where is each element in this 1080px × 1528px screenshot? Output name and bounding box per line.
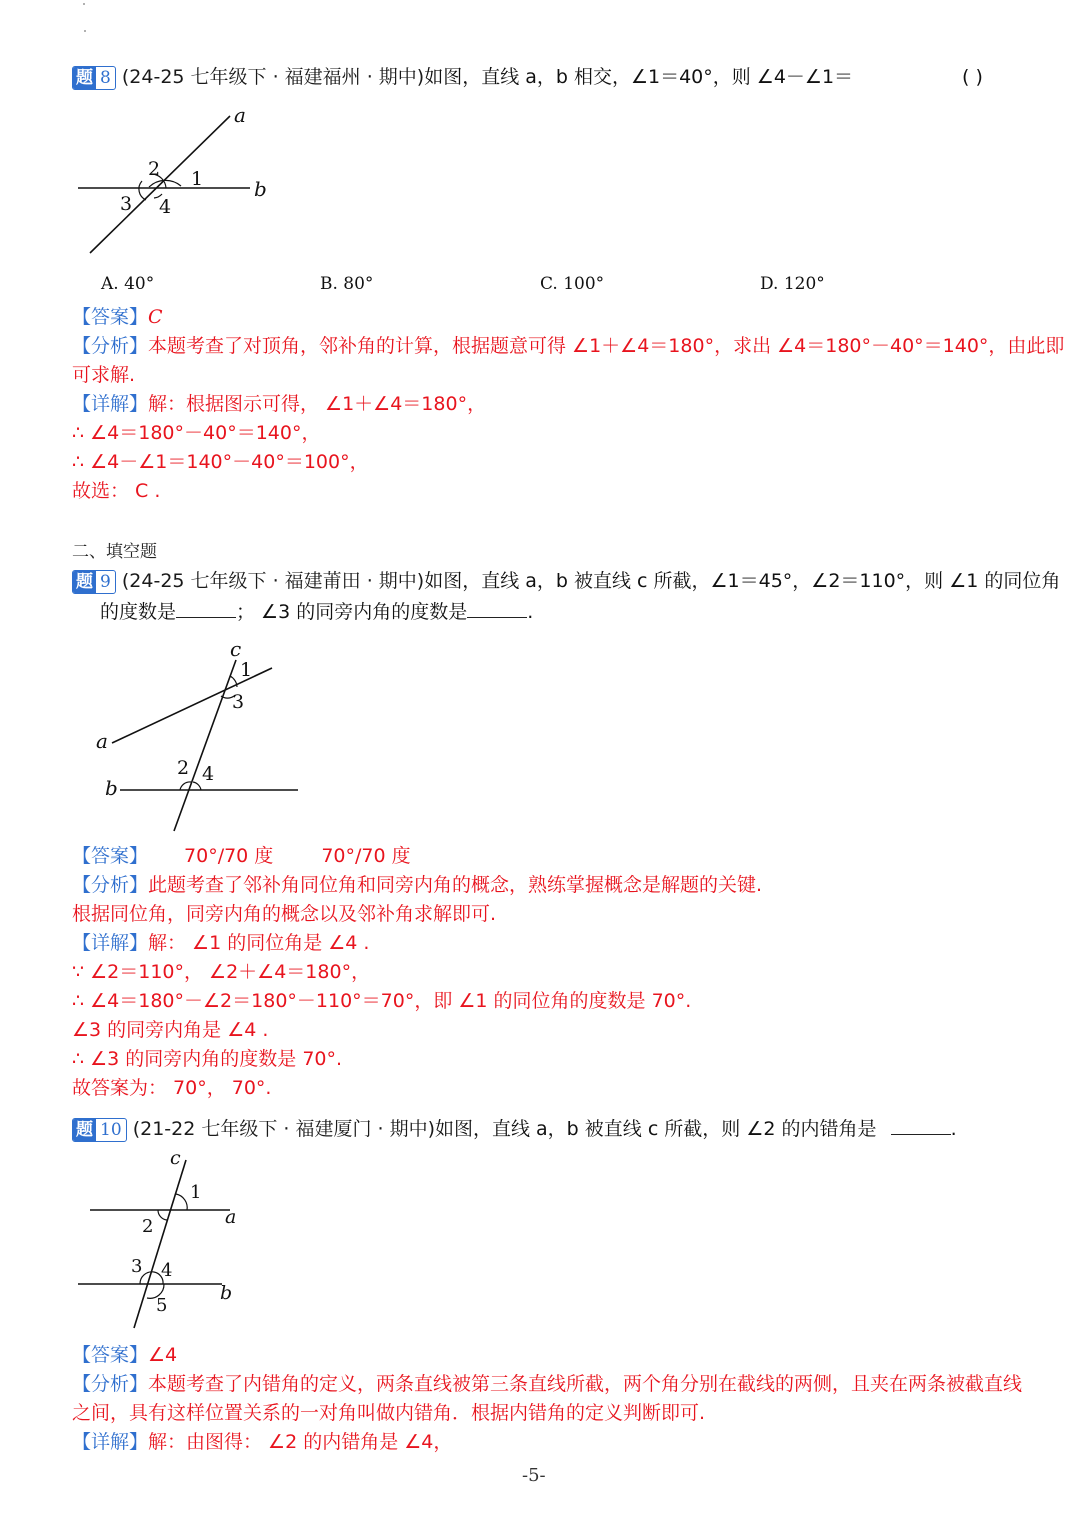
q10-stem: 如图，直线 a，b 被直线 c 所截，则 ∠2 的内错角是 bbox=[435, 1118, 877, 1140]
analysis-text: 此题考查了邻补角同位角和同旁内角的概念，熟练掌握概念是解题的关键. bbox=[148, 874, 763, 896]
label-3: 3 bbox=[232, 691, 245, 713]
q10-badge bbox=[72, 1118, 127, 1142]
answer-tag: 【答案】 bbox=[72, 1344, 149, 1366]
angle-arc bbox=[176, 1194, 187, 1210]
angle-arc bbox=[139, 181, 146, 200]
answer-blank[interactable] bbox=[467, 597, 527, 618]
answer-blank[interactable] bbox=[891, 1114, 951, 1135]
analysis-text: 本题考查了内错角的定义，两条直线被第三条直线所截，两个角分别在截线的两侧，且夹在两条被截直线 bbox=[148, 1373, 1023, 1395]
detail-tag: 【详解】 bbox=[72, 932, 149, 954]
label-a: a bbox=[225, 1206, 237, 1228]
badge-number: 10 bbox=[100, 1119, 122, 1140]
q8-analysis-line1 bbox=[72, 332, 1064, 361]
analysis-tag: 【分析】 bbox=[72, 874, 149, 896]
angle-arc bbox=[193, 782, 201, 790]
label-3: 3 bbox=[120, 193, 133, 215]
label-a: a bbox=[234, 103, 246, 127]
q9-badge bbox=[72, 570, 116, 594]
page-number: -5- bbox=[522, 1465, 546, 1486]
q8-answer bbox=[72, 303, 163, 332]
q8-analysis-line2: 可求解. bbox=[72, 364, 136, 386]
label-1: 1 bbox=[191, 168, 204, 190]
analysis-tag: 【分析】 bbox=[72, 1373, 149, 1395]
badge-label: 题 bbox=[73, 1119, 96, 1141]
line-c bbox=[174, 660, 236, 831]
q9-detail-line1 bbox=[72, 929, 369, 958]
angle-arc bbox=[158, 1210, 167, 1220]
label-2: 2 bbox=[142, 1216, 154, 1237]
q8-stem: 如图，直线 a，b 相交，∠1＝40°，则 ∠4－∠1＝ bbox=[424, 66, 854, 88]
label-5: 5 bbox=[156, 1295, 168, 1316]
label-3: 3 bbox=[131, 1256, 143, 1277]
q8-detail-line4: 故选： C . bbox=[72, 480, 161, 502]
q10-stem-line bbox=[72, 1114, 957, 1144]
label-b: b bbox=[254, 177, 267, 201]
label-c: c bbox=[170, 1148, 181, 1169]
q9-stem-line1 bbox=[72, 567, 1060, 596]
analysis-text: 本题考查了对顶角，邻补角的计算，根据题意可得 ∠1＋∠4＝180°，求出 ∠4＝180°－40°＝140°，由此即 bbox=[148, 335, 1065, 357]
answer-value-2: 70°/70 度 bbox=[321, 845, 411, 867]
q8-detail-line1 bbox=[72, 390, 486, 419]
q8-source: (24-25 七年级下 · 福建福州 · 期中) bbox=[121, 66, 425, 88]
label-b: b bbox=[220, 1282, 233, 1304]
answer-blank[interactable] bbox=[176, 597, 236, 618]
label-4: 4 bbox=[159, 196, 172, 218]
q9-analysis-line1 bbox=[72, 871, 762, 900]
label-4: 4 bbox=[161, 1260, 173, 1281]
q9-stem-part: 的度数是 bbox=[100, 601, 177, 623]
analysis-tag: 【分析】 bbox=[72, 335, 149, 357]
label-2: 2 bbox=[148, 158, 161, 180]
q8-option-c: C. 100° bbox=[540, 274, 605, 294]
q8-badge bbox=[72, 66, 116, 90]
q9-detail-line3: ∴ ∠4＝180°－∠2＝180°－110°＝70°，即 ∠1 的同位角的度数是 70°. bbox=[72, 990, 692, 1012]
badge-number: 8 bbox=[100, 67, 111, 88]
q9-stem-line2 bbox=[100, 597, 533, 627]
q8-option-a: A. 40° bbox=[101, 274, 155, 294]
q10-source: (21-22 七年级下 · 福建厦门 · 期中) bbox=[132, 1118, 435, 1140]
label-b: b bbox=[105, 776, 118, 800]
q9-detail-line2: ∵ ∠2＝110°， ∠2＋∠4＝180°， bbox=[72, 961, 371, 983]
q9-detail-line4: ∠3 的同旁内角是 ∠4 . bbox=[72, 1019, 269, 1041]
answer-value-1: 70°/70 度 bbox=[184, 845, 274, 867]
q9-source: (24-25 七年级下 · 福建莆田 · 期中) bbox=[121, 570, 425, 592]
q10-detail-line1 bbox=[72, 1428, 452, 1457]
badge-number: 9 bbox=[100, 571, 111, 592]
q10-analysis-line2: 之间，具有这样位置关系的一对角叫做内错角．根据内错角的定义判断即可. bbox=[72, 1402, 706, 1424]
detail-tag: 【详解】 bbox=[72, 393, 149, 415]
answer-tag: 【答案】 bbox=[72, 845, 149, 867]
q9-figure bbox=[90, 636, 320, 836]
q9-stem: 如图，直线 a，b 被直线 c 所截，∠1＝45°，∠2＝110°，则 ∠1 的同位角 bbox=[424, 570, 1061, 592]
detail-text: 解：由图得： ∠2 的内错角是 ∠4， bbox=[148, 1431, 453, 1453]
q10-answer bbox=[72, 1341, 177, 1370]
badge-label: 题 bbox=[73, 67, 96, 89]
q9-stem-part: . bbox=[527, 601, 534, 623]
q9-detail-line6: 故答案为： 70°， 70°. bbox=[72, 1077, 272, 1099]
label-1: 1 bbox=[240, 659, 253, 681]
q8-option-d: D. 120° bbox=[760, 274, 825, 294]
q8-detail-line2: ∴ ∠4＝180°－40°＝140°， bbox=[72, 422, 321, 444]
detail-tag: 【详解】 bbox=[72, 1431, 149, 1453]
label-4: 4 bbox=[202, 763, 215, 785]
q8-stem-line bbox=[72, 63, 853, 92]
q10-analysis-line1 bbox=[72, 1370, 1022, 1399]
q8-figure bbox=[70, 100, 300, 260]
label-2: 2 bbox=[177, 757, 190, 779]
q10-figure bbox=[70, 1148, 270, 1338]
q9-detail-line5: ∴ ∠3 的同旁内角的度数是 70°. bbox=[72, 1048, 343, 1070]
scan-dot bbox=[84, 30, 86, 32]
q8-detail-line3: ∴ ∠4－∠1＝140°－40°＝100°， bbox=[72, 451, 369, 473]
label-1: 1 bbox=[190, 1182, 202, 1203]
label-c: c bbox=[230, 637, 242, 661]
q8-bracket: ( ) bbox=[962, 66, 983, 88]
q9-answer bbox=[72, 842, 411, 871]
detail-text: 解：根据图示可得， ∠1＋∠4＝180°， bbox=[148, 393, 487, 415]
q10-stem-end: . bbox=[950, 1118, 957, 1140]
answer-value: C bbox=[148, 306, 163, 328]
scan-dot bbox=[83, 3, 85, 5]
answer-tag: 【答案】 bbox=[72, 306, 149, 328]
q9-stem-part: ； ∠3 的同旁内角的度数是 bbox=[236, 601, 468, 623]
detail-text: 解： ∠1 的同位角是 ∠4 . bbox=[148, 932, 370, 954]
q9-analysis-line2: 根据同位角，同旁内角的概念以及邻补角求解即可. bbox=[72, 903, 497, 925]
label-a: a bbox=[96, 729, 108, 753]
section-title: 二、填空题 bbox=[72, 542, 157, 562]
q8-option-b: B. 80° bbox=[320, 274, 374, 294]
line-a bbox=[90, 116, 230, 253]
badge-label: 题 bbox=[73, 571, 96, 593]
answer-value: ∠4 bbox=[148, 1344, 178, 1366]
